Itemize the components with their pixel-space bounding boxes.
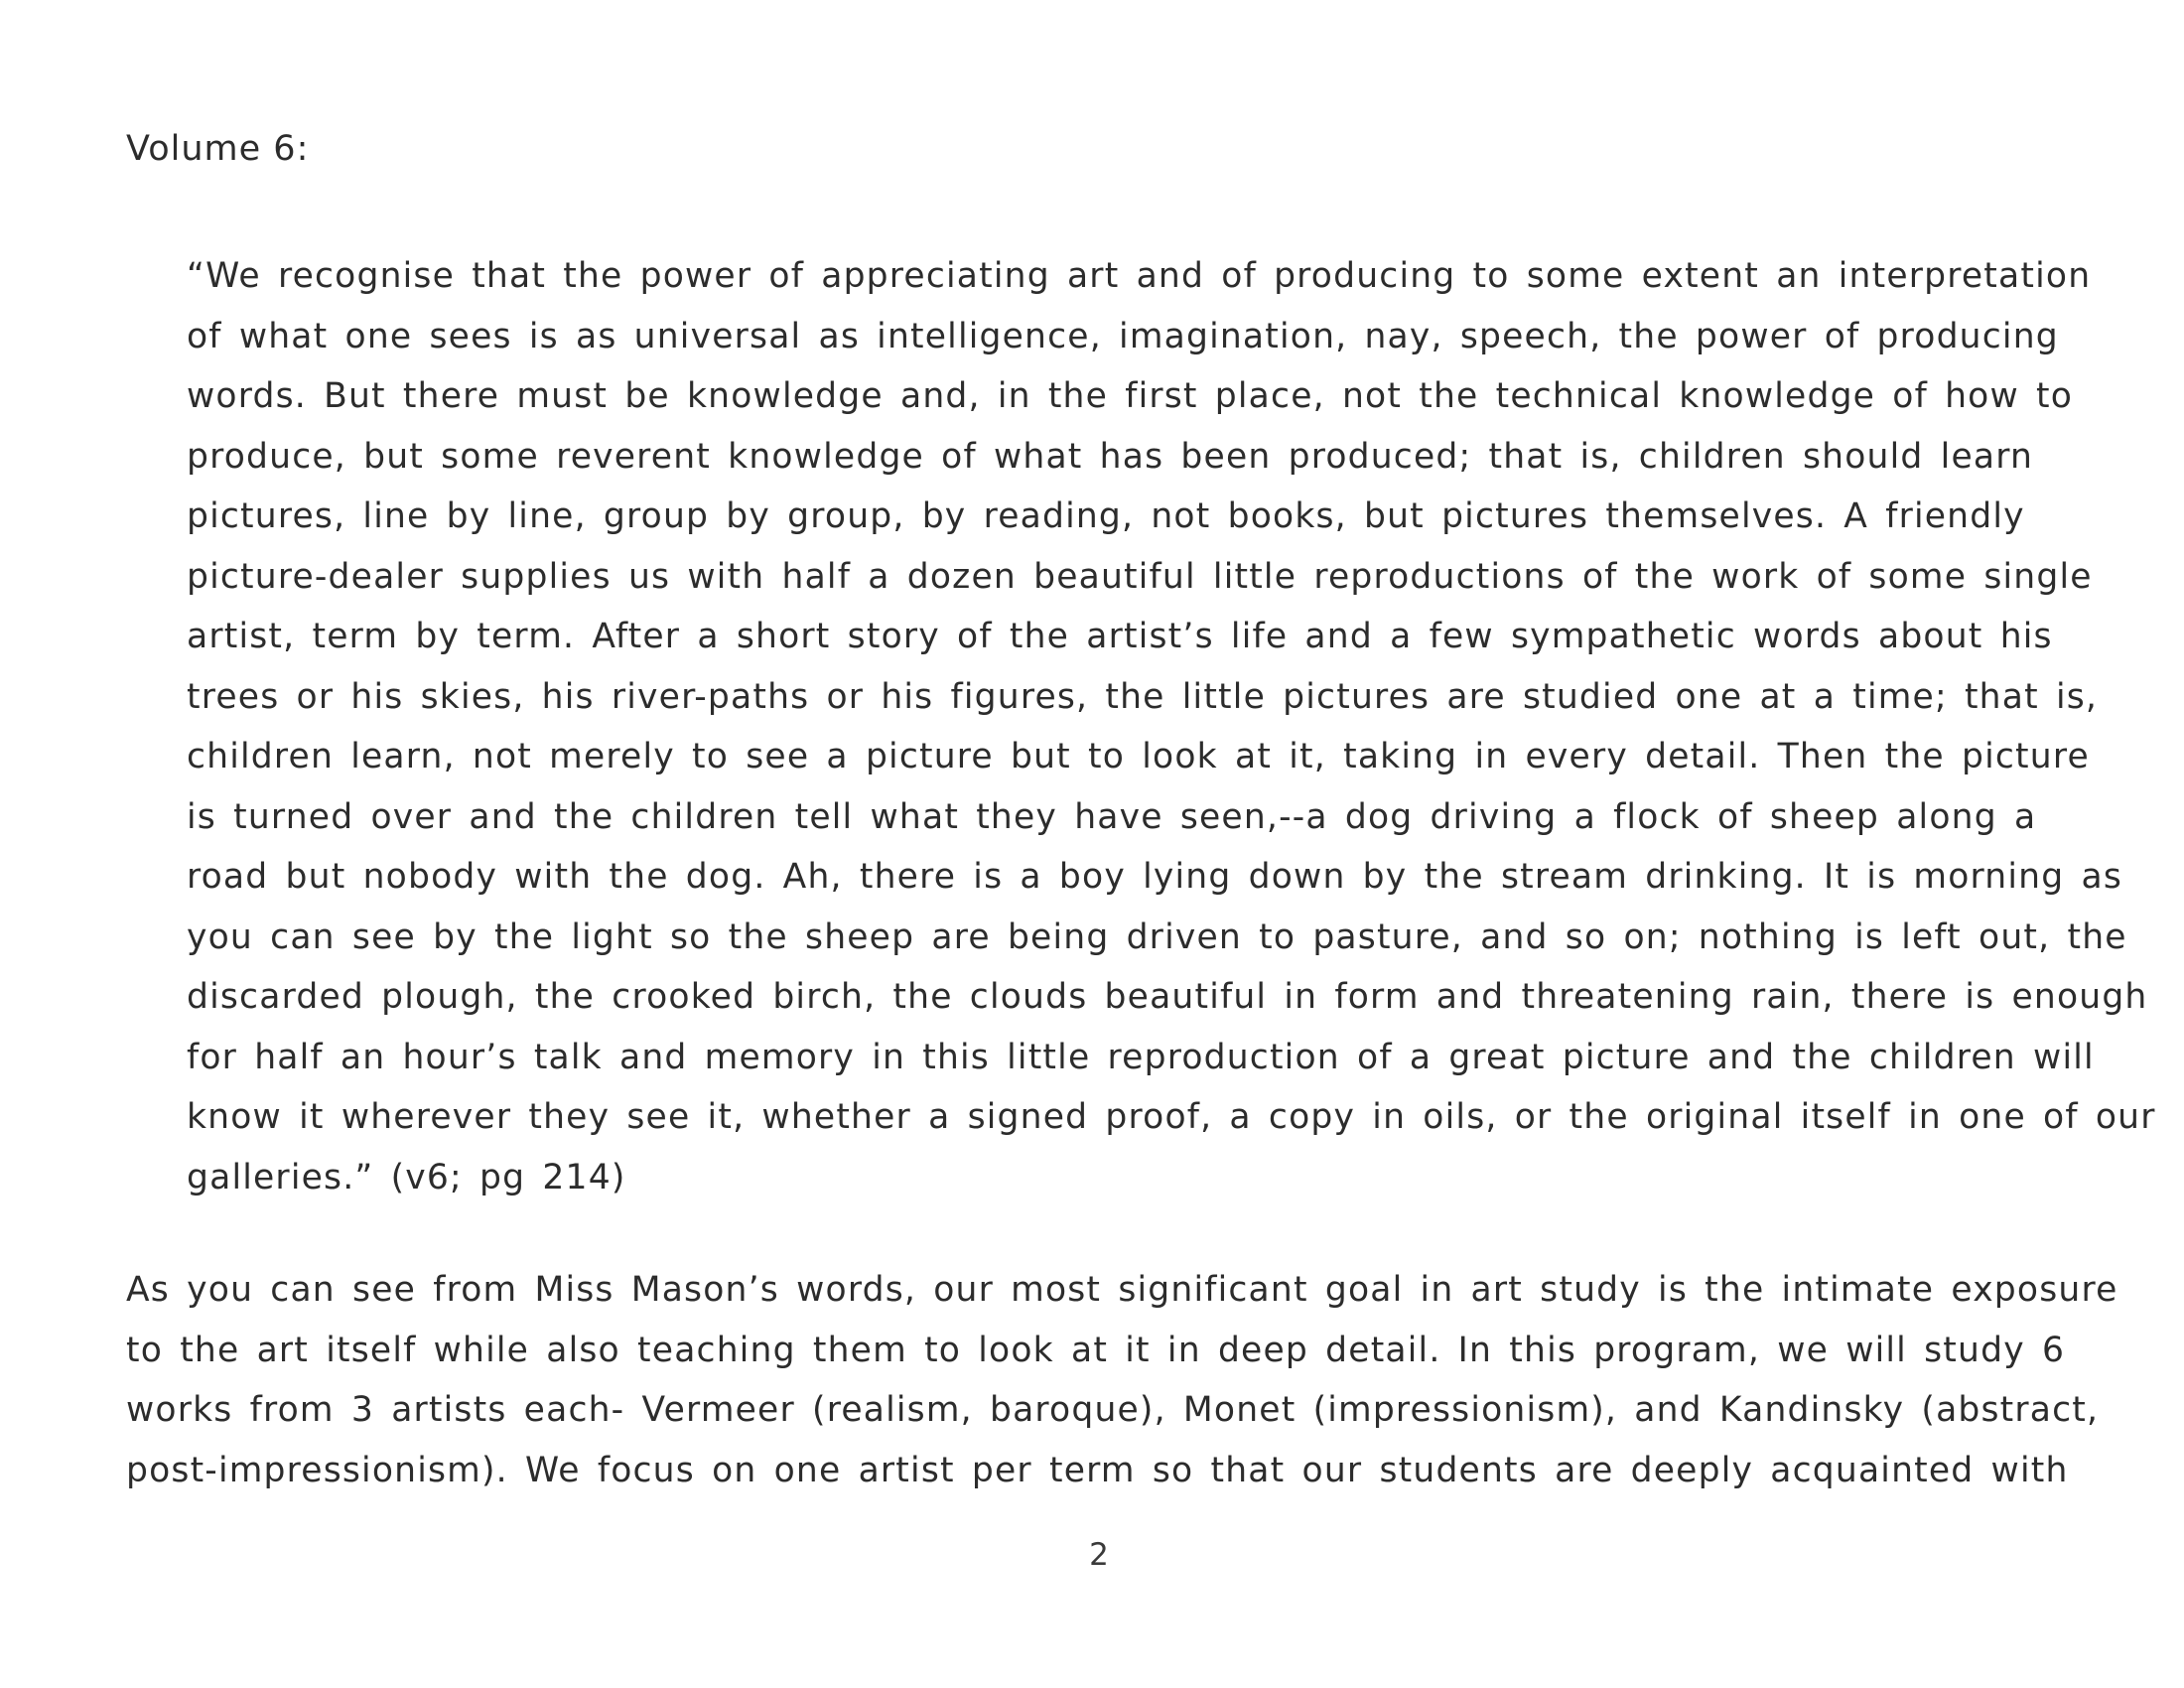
paragraph-line: post-impressionism). We focus on one artist per term so that our students are deeply acquainted with	[126, 1450, 2069, 1490]
quote-line: artist, term by term. After a short story of the artist’s life and a few sympathetic words about his	[187, 617, 2053, 656]
quote-line: words. But there must be knowledge and, in the first place, not the technical knowledge of how to	[187, 376, 2074, 416]
quote-line: know it wherever they see it, whether a signed proof, a copy in oils, or the original itself in one of our	[187, 1097, 2156, 1137]
quote-line: pictures, line by line, group by group, by reading, not books, but pictures themselves. A friendly	[187, 496, 2025, 536]
page-number: 2	[1089, 1537, 1109, 1573]
quote-line: of what one sees is as universal as intelligence, imagination, nay, speech, the power of producing	[187, 316, 2059, 356]
quote-line: road but nobody with the dog. Ah, there is a boy lying down by the stream drinking. It is morning as	[187, 857, 2123, 897]
paragraph-line: As you can see from Miss Mason’s words, our most significant goal in art study is the intimate exposure	[126, 1270, 2118, 1310]
paragraph-line: to the art itself while also teaching them to look at it in deep detail. In this program, we will study 6	[126, 1330, 2066, 1370]
quote-line: “We recognise that the power of appreciating art and of producing to some extent an interpretation	[187, 256, 2092, 296]
block-quote	[187, 246, 2156, 1207]
quote-line: picture-dealer supplies us with half a dozen beautiful little reproductions of the work of some single	[187, 556, 2093, 597]
quote-line: trees or his skies, his river-paths or his figures, the little pictures are studied one at a time; that is,	[187, 676, 2099, 717]
paragraph-line: works from 3 artists each- Vermeer (realism, baroque), Monet (impressionism), and Kandinsky (abstract,	[126, 1390, 2100, 1430]
quote-line: you can see by the light so the sheep are being driven to pasture, and so on; nothing is left out, the	[187, 916, 2127, 957]
quote-line: is turned over and the children tell what they have seen,--a dog driving a flock of sheep along a	[187, 796, 2037, 837]
section-heading: Volume 6:	[126, 129, 310, 169]
quote-line: discarded plough, the crooked birch, the clouds beautiful in form and threatening rain, there is enough	[187, 977, 2148, 1017]
quote-line: for half an hour’s talk and memory in this little reproduction of a great picture and the children will	[187, 1037, 2095, 1077]
quote-line: produce, but some reverent knowledge of what has been produced; that is, children should learn	[187, 436, 2034, 477]
body-paragraph	[126, 1260, 2118, 1500]
quote-line: galleries.” (v6; pg 214)	[187, 1157, 626, 1197]
quote-line: children learn, not merely to see a picture but to look at it, taking in every detail. Then the picture	[187, 737, 2090, 776]
